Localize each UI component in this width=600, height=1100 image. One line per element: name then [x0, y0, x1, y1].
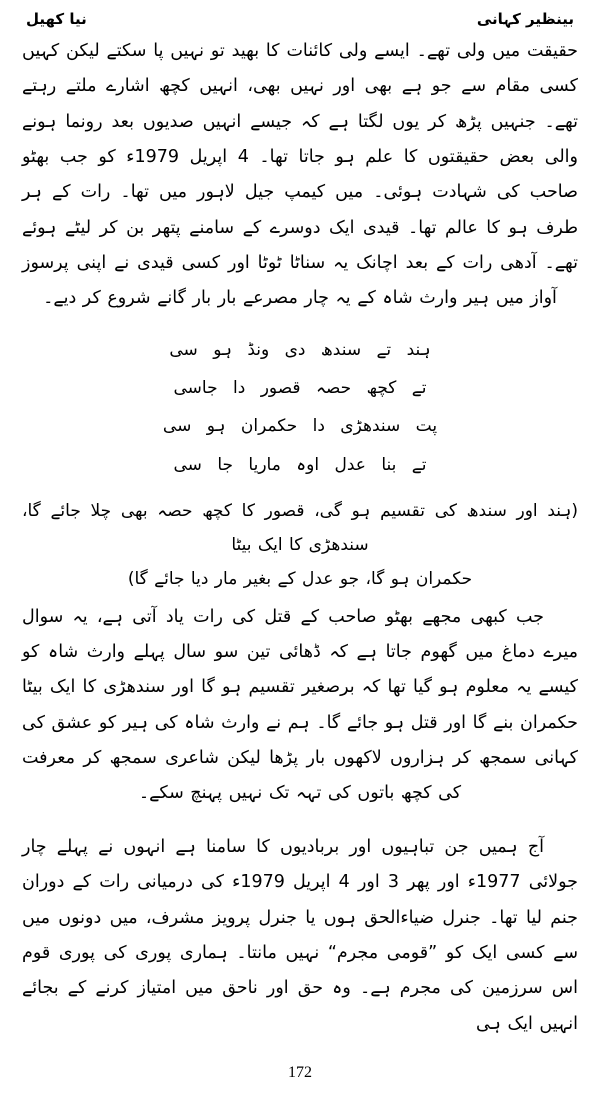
running-header-book-title: بینظیر کہانی	[476, 10, 574, 28]
paragraph-3: آج ہمیں جن تباہیوں اور بربادیوں کا سامنا ہے انہوں نے پہلے چار جولائی 1977ء اور پھر 3 اور 4 اپریل 1979ء کی درمیانی رات کے دوران جنم لیا تھا۔ جنرل ضیاءالحق ہوں یا جنرل پرویز مشرف، میں دونوں میں سے کسی ایک کو ”قومی مجرم“ نہیں مانتا۔ ہماری پوری کی پوری قوم اس سرزمین کی مجرم ہے۔ وہ حق اور ناحق میں امتیاز کرنے کے بجائے انہیں ایک ہی	[22, 836, 578, 1034]
body-text-column	[22, 34, 578, 1044]
paragraph-separator	[22, 814, 578, 830]
verse-line-4: تے بنا عدل اوہ ماریا جا سی	[173, 454, 427, 475]
running-header	[26, 10, 574, 28]
verse-line-3: پت سندھڑی دا حکمران ہو سی	[162, 416, 438, 437]
verse-line-1: ہند تے سندھ دی ونڈ ہو سی	[169, 339, 431, 360]
paragraph-2: جب کبھی مجھے بھٹو صاحب کے قتل کی رات یاد آتی ہے، یہ سوال میرے دماغ میں گھوم جاتا ہے کہ ڈھائی تین سو سال پہلے وارث شاہ کو کیسے یہ معلوم ہو گیا تھا کہ برصغیر تقسیم ہو گا اور سندھڑی کا ایک بیٹا حکمران بنے گا اور قتل ہو جائے گا۔ ہم نے وارث شاہ کی ہیر کو عشق کی کہانی سمجھ کر ہزاروں لاکھوں بار پڑھا لیکن شاعری سمجھ کر معرفت کی کچھ باتوں کی تہہ تک نہیں پہنچ سکے۔	[22, 606, 578, 804]
running-header-chapter-title: نیا کھیل	[26, 10, 87, 28]
paragraph-1: حقیقت میں ولی تھے۔ ایسے ولی کائنات کا بھید تو نہیں پا سکتے لیکن کہیں کسی مقام سے جو ہے بھی اور نہیں بھی، انہیں کچھ اشارے ملتے رہتے تھے۔ جنہیں پڑھ کر یوں لگتا ہے کہ جیسے انہیں صدیوں بعد رونما ہونے والی بعض حقیقتوں کا علم ہو جاتا تھا۔ 4 اپریل 1979ء کو جب بھٹو صاحب کی شہادت ہوئی۔ میں کیمپ جیل لاہور میں تھا۔ رات کے ہر طرف ہو کا عالم تھا۔ قیدی ایک دوسرے کے سامنے پتھر بن کر لیٹے ہوئے تھے۔ آدھی رات کے بعد اچانک یہ سناٹا ٹوٹا اور کسی قیدی نے اپنی پرسوز آواز میں ہیر وارث شاہ کے یہ چار مصرعے بار بار گانے شروع کر دیے۔	[22, 41, 578, 309]
verse-translation-line-1: (ہند اور سندھ کی تقسیم ہو گی، قصور کا کچھ حصہ بھی چلا جائے گا، سندھڑی کا ایک بیٹا	[22, 500, 578, 555]
verse-line-2: تے کچھ حصہ قصور دا جاسی	[173, 378, 427, 398]
page-number: 172	[288, 1064, 312, 1081]
verse-block	[22, 331, 578, 484]
verse-translation-line-2: حکمران ہو گا، جو عدل کے بغیر مار دیا جائے گا)	[127, 568, 473, 589]
verse-translation-block	[22, 494, 578, 596]
